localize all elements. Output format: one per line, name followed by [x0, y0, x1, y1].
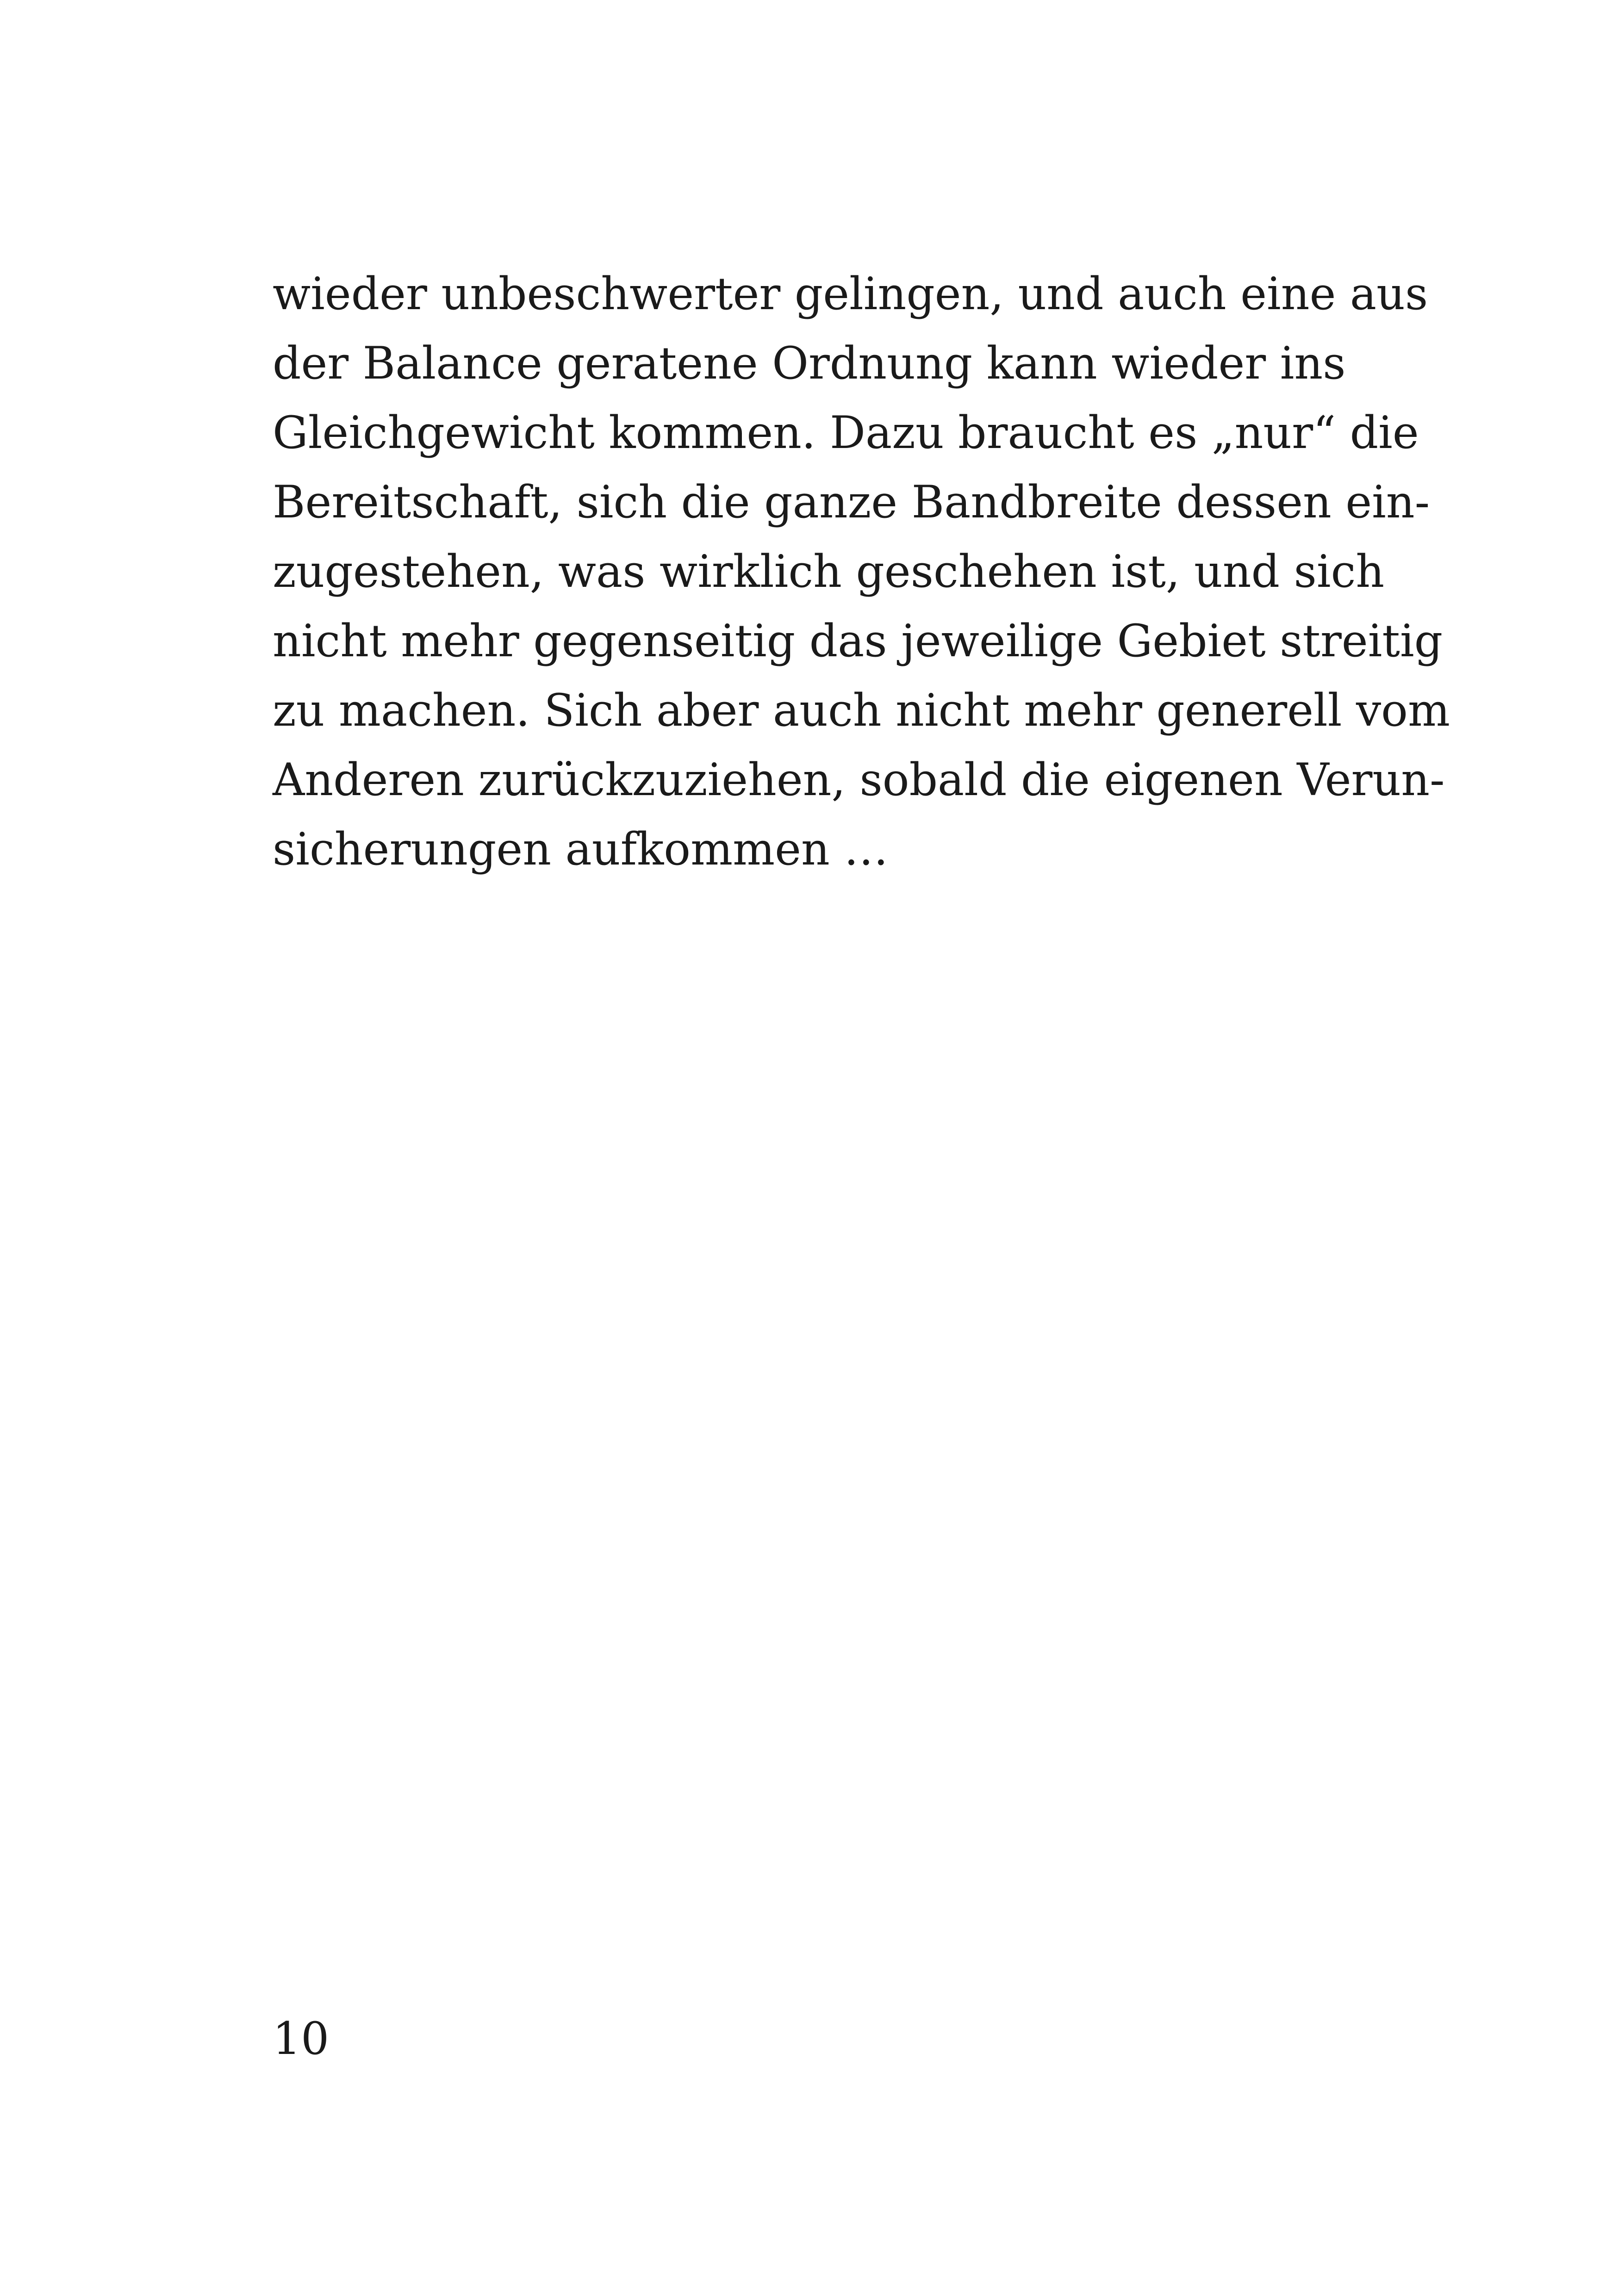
text-line-3: Gleichgewicht kommen. Dazu braucht es „nur“ die [273, 407, 1419, 459]
text-line-8: Anderen zurückzuziehen, sobald die eigenen Verun- [273, 754, 1445, 806]
text-line-9: sicherungen aufkommen … [273, 823, 889, 875]
page-number: 10 [273, 2013, 330, 2065]
text-line-2: der Balance geratene Ordnung kann wieder ins [273, 337, 1346, 389]
text-line-1: wieder unbeschwerter gelingen, und auch eine aus [273, 268, 1428, 320]
text-line-6: nicht mehr gegenseitig das jeweilige Gebiet streitig [273, 615, 1443, 667]
body-text [273, 259, 1450, 884]
text-line-4: Bereitschaft, sich die ganze Bandbreite dessen ein- [273, 476, 1430, 528]
text-line-5: zugestehen, was wirklich geschehen ist, und sich [273, 546, 1385, 597]
text-line-7: zu machen. Sich aber auch nicht mehr generell vom [273, 684, 1450, 736]
